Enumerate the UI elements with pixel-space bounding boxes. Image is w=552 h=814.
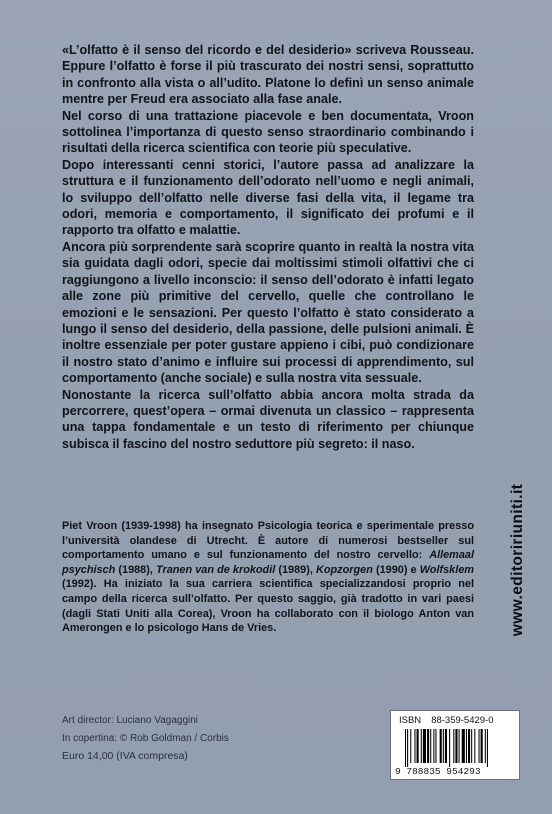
art-director-credit: Art director: Luciano Vagaggini [62,715,199,726]
isbn-label: ISBN [399,715,422,726]
blurb-paragraph-5: Nonostante la ricerca sull’olfatto abbia ancora molta strada da percorrere, quest’opera – ormai divenuta un classico – rappresenta una tappa fondamentale e un testo di riferimento per chiunque subisca il fascino del nostro seduttore più segreto: il naso. [62,387,474,451]
bio-text: (1992). Ha iniziato la sua carriera scientifica specializzandosi proprio nel campo della ricerca sull’olfatto. Per questo saggio, già tradotto in vari paesi (dagli Stati Uniti alla Corea), Vroon ha collaborato con il biologo Anton van Amerongen e lo psicologo Hans de Vries. [62,578,474,635]
blurb-paragraph-3: Dopo interessanti cenni storici, l’autore passa ad analizzare la struttura e il funzionamento dell’odorato nell’uomo e negli animali, lo sviluppo dell’olfatto nelle diverse fasi della vita, il legame tra odori, memoria e comportamento, il significato dei profumi e il rapporto tra olfatto e malattie. [62,157,474,238]
credits [62,712,229,748]
blurb-text [62,42,474,452]
bio-text: Piet Vroon (1939-1998) ha insegnato Psicologia teorica e sperimentale presso l’università olandese di Utrecht. È autore di numerosi bestseller sul comportamento umano e sul funzionamento del nostro cervello: [62,520,474,562]
blurb-paragraph-4: Ancora più sorprendente sarà scoprire quanto in realtà la nostra vita sia guidata dagli odori, specie dai moltissimi stimoli olfattivi che ci raggiungono a livello inconscio: il senso dell’odorato è infatti legato alle zone più primitive del cervello, quelle che controllano le emozioni e le sensazioni. Per questo l’olfatto è stato considerato a lungo il senso del desiderio, della passione, delle pulsioni animali. È inoltre essenziale per poter gustare appieno i cibi, può condizionare il nostro stato d’animo e influire sui processi di apprendimento, sul comportamento (anche sociale) e sulla nostra vita sessuale. [62,239,474,386]
book-title: Tranen van de krokodil [156,563,276,576]
book-title: Allemaal psychisch [62,549,474,576]
publisher-website-text: www.editoririuniti.it [509,483,526,637]
book-title: Wolfsklem [419,563,474,576]
author-bio-paragraph [62,519,474,636]
price: Euro 14,00 (IVA compresa) [62,750,188,762]
cover-photo-credit: In copertina: © Rob Goldman / Corbis [62,733,229,744]
bio-text: (1989), [275,563,316,576]
bio-text: (1990) e [372,563,420,576]
isbn-number: 88-359-5429-0 [431,715,494,726]
book-title: Kopzorgen [315,563,373,576]
blurb-paragraph-2: Nel corso di una trattazione piacevole e ben documentata, Vroon sottolinea l’importanza di questo senso straordinario combinando i risultati della ricerca scientifica con teorie più speculative. [62,108,474,156]
barcode-box [390,710,520,780]
barcode-icon [405,729,511,767]
blurb-paragraph-1: «L’olfatto è il senso del ricordo e del desiderio» scriveva Rousseau. Eppure l’olfatto è forse il più trascurato dei nostri sensi, soprattutto in confronto alla vista o all’udito. Platone lo definì un senso animale mentre per Freud era associato alla fase anale. [62,43,474,107]
ean-number: 9 788835 954293 [395,766,481,777]
author-bio [62,519,474,636]
bio-text: (1988), [115,563,156,576]
isbn-line [399,715,494,726]
